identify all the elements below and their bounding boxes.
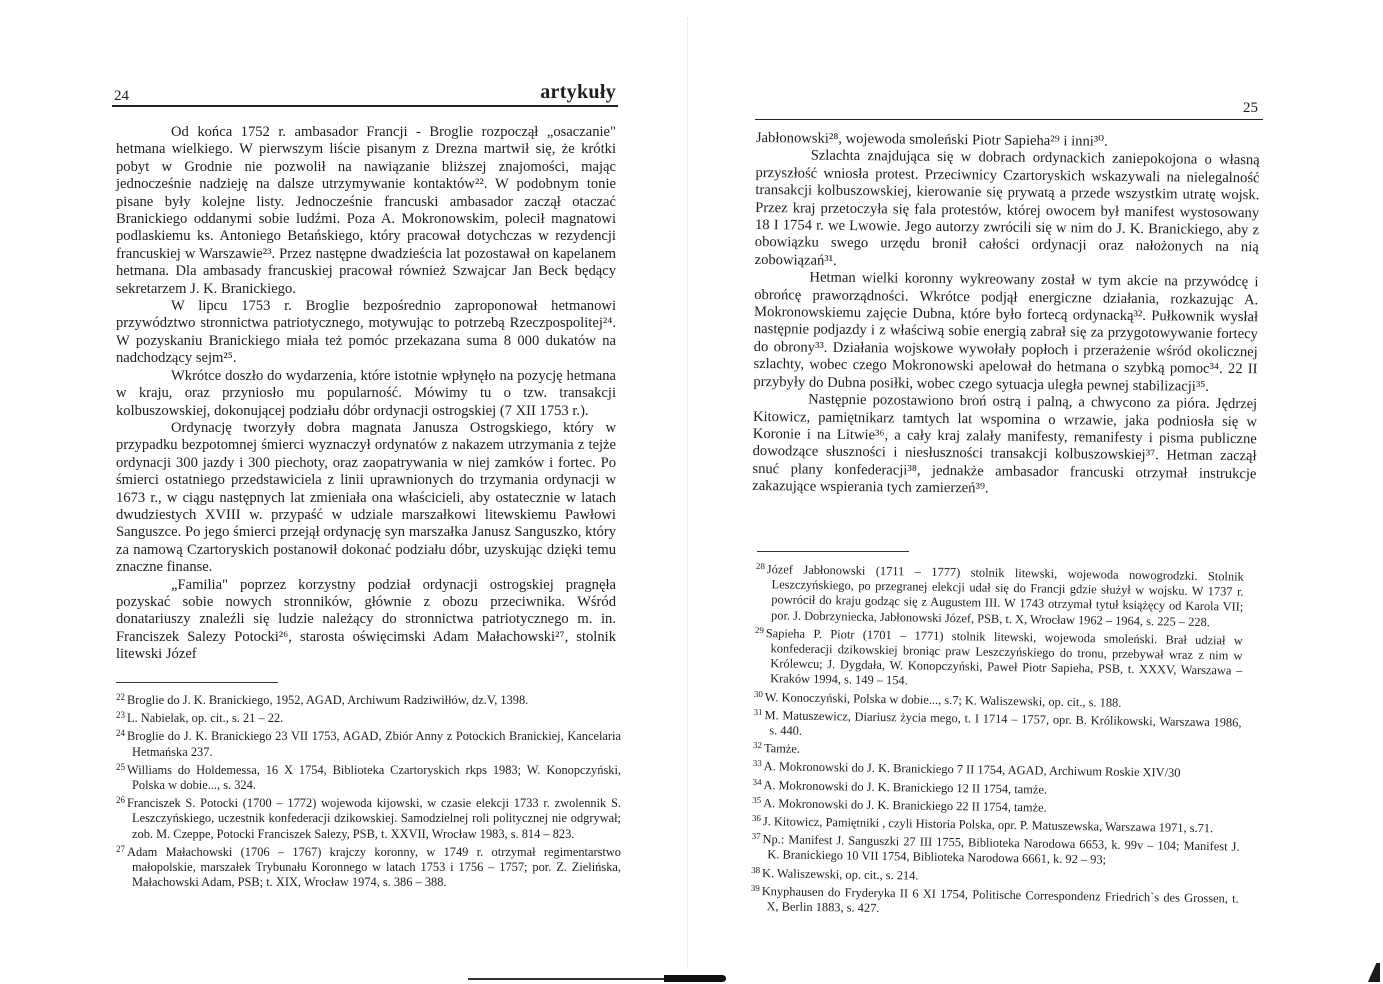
footnote: $^{37}$ Np.: Manifest J. Sanguszki 27 III 1755, Biblioteka Narodowa 6653, k. 99v – 104; Manifest J. K. Branickiego 10 VII 1754, Biblioteka Narodowa 6661, k. 92 – 93; (751, 831, 1240, 867)
paragraph: „Familia" poprzez korzystny podział ordynacji ostrogskiej pragnęła pozyskać sobie nowych stronników, głównie z obozu przeciwnika. Wśród donatariuszy znaleźli się ludzie należący do stronnictwa patriotycznego m. in. Franciszek Salezy Potocki²⁶, starosta oświęcimski Adam Małachowski²⁷, stolnik litewski Józef (116, 576, 616, 663)
footnote: $^{31}$ M. Matuszewicz, Diariusz życia mego, t. I 1714 – 1757, opr. B. Królikowski, Warszawa 1986, s. 440. (753, 706, 1242, 738)
right-footnote-rule (757, 551, 909, 552)
paragraph: Ordynację tworzyły dobra magnata Janusza Ostrogskiego, który w przypadku bezpotomnej śmierci wyznaczył ordynatów z nakazem utrzymania z tejże ordynacji 300 jazdy i 300 piechoty, oraz zaopatrywania w niej zamków i fortec. Po śmierci ostatniego przedstawiciela z linii uprawnionych do trzymania ordynacji w 1673 r., w ciągu następnych lat zmieniała ona właścicieli, aby ostatecznie w latach dwudziestych XVIII w. przypaść w udziale marszałkowi litewskiemu Pawłowi Sanguszce. Po jego śmierci przejął ordynację syn marszałka Janusz Sanguszko, który za namową Czartoryskich postanowił dokonać podziału dóbr, uzyskując dzięki temu znaczne finanse. (116, 419, 616, 576)
footnote: $^{30}$ W. Konoczyński, Polska w dobie..., s.7; K. Waliszewski, op. cit., s. 188. (753, 688, 1122, 710)
left-page-number: 24 (114, 88, 129, 104)
right-footnotes (750, 559, 1244, 922)
paragraph: Jabłonowski²⁸, wojewoda smoleński Piotr Sapieha²⁹ i inni³⁰. (755, 130, 1108, 150)
footnote: $^{23}$ L. Nabielak, op. cit., s. 21 – 22. (116, 710, 284, 726)
footnote: $^{35}$ A. Mokronowski do J. K. Branickiego 22 II 1754, tamże. (752, 794, 1047, 815)
footnote: $^{39}$ Knyphausen do Fryderyka II 6 XI 1754, Politische Correspondenz Friedrich`s des Grossen, t. X, Berlin 1883, s. 427. (750, 882, 1239, 916)
footnote: $^{29}$ Sapieha P. Piotr (1701 – 1771) stolnik litewski, wojewoda smoleński. Brał udział w konfederacji dzikowskiej broniąc praw Leszczyńskiego do tronu, przebywał wraz z nim w Królewcu; J. Dygdała, W. Konopczyński, Paweł Piotr Sapieha, PSB, t. XXXV, Warszawa – Kraków 1994, s. 149 – 154. (754, 624, 1243, 688)
footnote: $^{33}$ A. Mokronowski do J. K. Branickiego 7 II 1754, AGAD, Archiwum Roskie XIV/30 (752, 758, 1181, 781)
scan-edge-mark (468, 975, 726, 983)
left-page-body (116, 124, 616, 664)
footnote: $^{27}$ Adam Małachowski (1706 – 1767) krajczy koronny, w 1749 r. otrzymał regimentarstwo małopolskie, marszałek Trybunału Koronnego w latach 1753 i 1756 – 1757; por. Z. Zielińska, Małachowski Adam, PSB; t. XIX, Wrocław 1974, s. 386 – 388. (116, 843, 621, 890)
paragraph: W lipcu 1753 r. Broglie bezpośrednio zaproponował hetmanowi przywództwo stronnictwa patriotycznego, motywując to potrzebą Rzeczpospolitej²⁴. W pozyskaniu Branickiego miała też pomóc przekazana suma 8 000 dukatów na nadchodzący sejm²⁵. (116, 298, 616, 367)
footnote: $^{26}$ Franciszek S. Potocki (1700 – 1772) wojewoda kijowski, w czasie elekcji 1733 r. zwolennik S. Leszczyńskiego, uczestnik konfederacji dzikowskiej. Samodzielnej roli politycznej nie odgrywał; zob. M. Czeppe, Potocki Franciszek Salezy, PSB, t. XXVII, Wrocław 1983, s. 814 – 823. (116, 795, 621, 841)
paragraph: Od końca 1752 r. ambasador Francji - Broglie rozpoczął „osaczanie" hetmana wielkiego. W pierwszym liście pisanym z Drezna martwił się, że krótki pobyt w Grodnie nie pozwolił na nawiązanie bliższej znajomości, mając jednocześnie nadzieję na dalsze utrzymywanie kontaktów²². W podobnym tonie pisane były kolejne listy. Jednocześnie francuski ambasador zaczął otaczać Branickiego oddanymi sobie ludźmi. Poza A. Mokronowskim, polecił magnatowi podlaskiemu ks. Antoniego Betańskiego, który pracował dotychczas w rezydencji francuskiej w Warszawie²³. Przez następne dwadzieścia lat pozostawał on kapelanem hetmana. Dla ambasady francuskiej pracował również Szwajcar Jan Beck będący sekretarzem J. K. Branickiego. (116, 124, 616, 297)
footnote: $^{25}$ Williams do Holdemessa, 16 X 1754, Biblioteka Czartoryskich rkps 1983; W. Konopczyński, Polska w dobie..., s. 324. (116, 761, 621, 793)
scan-edge-wedge (664, 975, 726, 982)
left-page-header (112, 78, 618, 108)
section-title: artykuły (540, 81, 616, 103)
footnote: $^{34}$ A. Mokronowski do J. K. Branickiego 12 II 1754, tamże. (752, 776, 1048, 797)
footnote: $^{28}$ Józef Jabłonowski (1711 – 1777) stolnik litewski, wojewoda nowogrodzki. Stolnik Leszczyńskiego, po przegranej elekcji udał się do Francji gdzie służył w wojsku. W 1737 r. powrócił do kraju godząc się z Augustem III. W 1743 otrzymał tytuł książęcy od Karola VII; por. J. Dobrzyniecka, Jabłonowski Józef, PSB, t. X, Wrocław 1962 – 1964, s. 225 – 228. (755, 560, 1244, 629)
footnote: $^{22}$ Broglie do J. K. Branickiego, 1952, AGAD, Archiwum Radziwiłłów, dz.V, 1398. (116, 692, 529, 707)
footnote: $^{38}$ K. Waliszewski, op. cit., s. 214. (751, 864, 919, 883)
left-footnotes (116, 690, 621, 890)
paragraph: Wkrótce doszło do wydarzenia, które istotnie wpłynęło na pozycję hetmana w kraju, oraz przyniosło mu popularność. Mówimy tu o tzw. transakcji kolbuszowskiej, dokonującej podziału dóbr ordynacji ostrogskiej (7 XII 1753 r.). (116, 367, 616, 419)
left-header-rule (112, 105, 618, 107)
paragraph: Szlachta znajdująca się w dobrach ordynackich zaniepokojona o własną przyszłość wniosła protest. Przeciwnicy Czartoryskich wskazywali na nielegalność transakcji kolbuszowskiej, kierowanie się prywatą a przede wszystkim utratę wojsk. Przez kraj przetoczyła się fala protestów, której owocem był manifest wystosowany 18 I 1754 r. we Lwowie. Jego autorzy zwrócili się w nim do J. K. Branickiego, aby z obowiązku swego urzędu bronił całości ordynacji oraz nałożonych na nią zobowiązań³¹. (754, 147, 1260, 269)
scan-corner-mark (1368, 963, 1380, 982)
paragraph: Następnie pozostawiono broń ostrą i palną, a chwycono za pióra. Jędrzej Kitowicz, pamiętnikarz tamtych lat wspomina o wrzawie, jaka podniosła się w Koronie i na Litwie³⁶, a cały kraj zalały manifesty, remanifesty i pisma publiczne dowodzące słuszności i niesłuszności transakcji kolbuszowskiej³⁷. Hetman zaczął snuć plany konfederacji³⁸, jednakże ambasador francuski otrzymał instrukcje zakazujące wspierania tych zamierzeń³⁹. (752, 391, 1258, 497)
page-fold (687, 18, 688, 968)
right-page-number: 25 (1243, 100, 1258, 116)
right-page-body (752, 130, 1260, 501)
footnote: $^{24}$ Broglie do J. K. Branickiego 23 VII 1753, AGAD, Zbiór Anny z Potockich Branickiej, Kancelaria Hetmańska 237. (116, 728, 621, 759)
footnote: $^{32}$ Tamże. (752, 740, 801, 756)
paragraph: Hetman wielki koronny wykreowany został w tym akcie na przywódcę i obrońcę praworządności. Wkrótce podjął energiczne działania, rozkazując A. Mokronowskiemu zajęcie Dubna, które było fortecą ordynacką³². Pułkownik wysłał następnie podjazdy i z właściwą sobie energią zabrał się za przygotowywanie fortecy do obrony³³. Działania wojskowe wywołały popłoch i przerażenie wśród okolicznej szlachty, wobec czego Mokronowski apelował do hetmana o szybką pomoc³⁴. 22 II przybyły do Dubna posiłki, wobec czego sytuacja uległa pewnej stabilizacji³⁵. (753, 269, 1259, 395)
footnote: $^{36}$ J. Kitowicz, Pamiętniki , czyli Historia Polska, opr. P. Matuszewska, Warszawa 1971, s.71. (751, 813, 1214, 836)
right-header-rule (755, 119, 1263, 120)
left-footnote-rule (116, 682, 278, 683)
right-page-header (752, 98, 1262, 120)
